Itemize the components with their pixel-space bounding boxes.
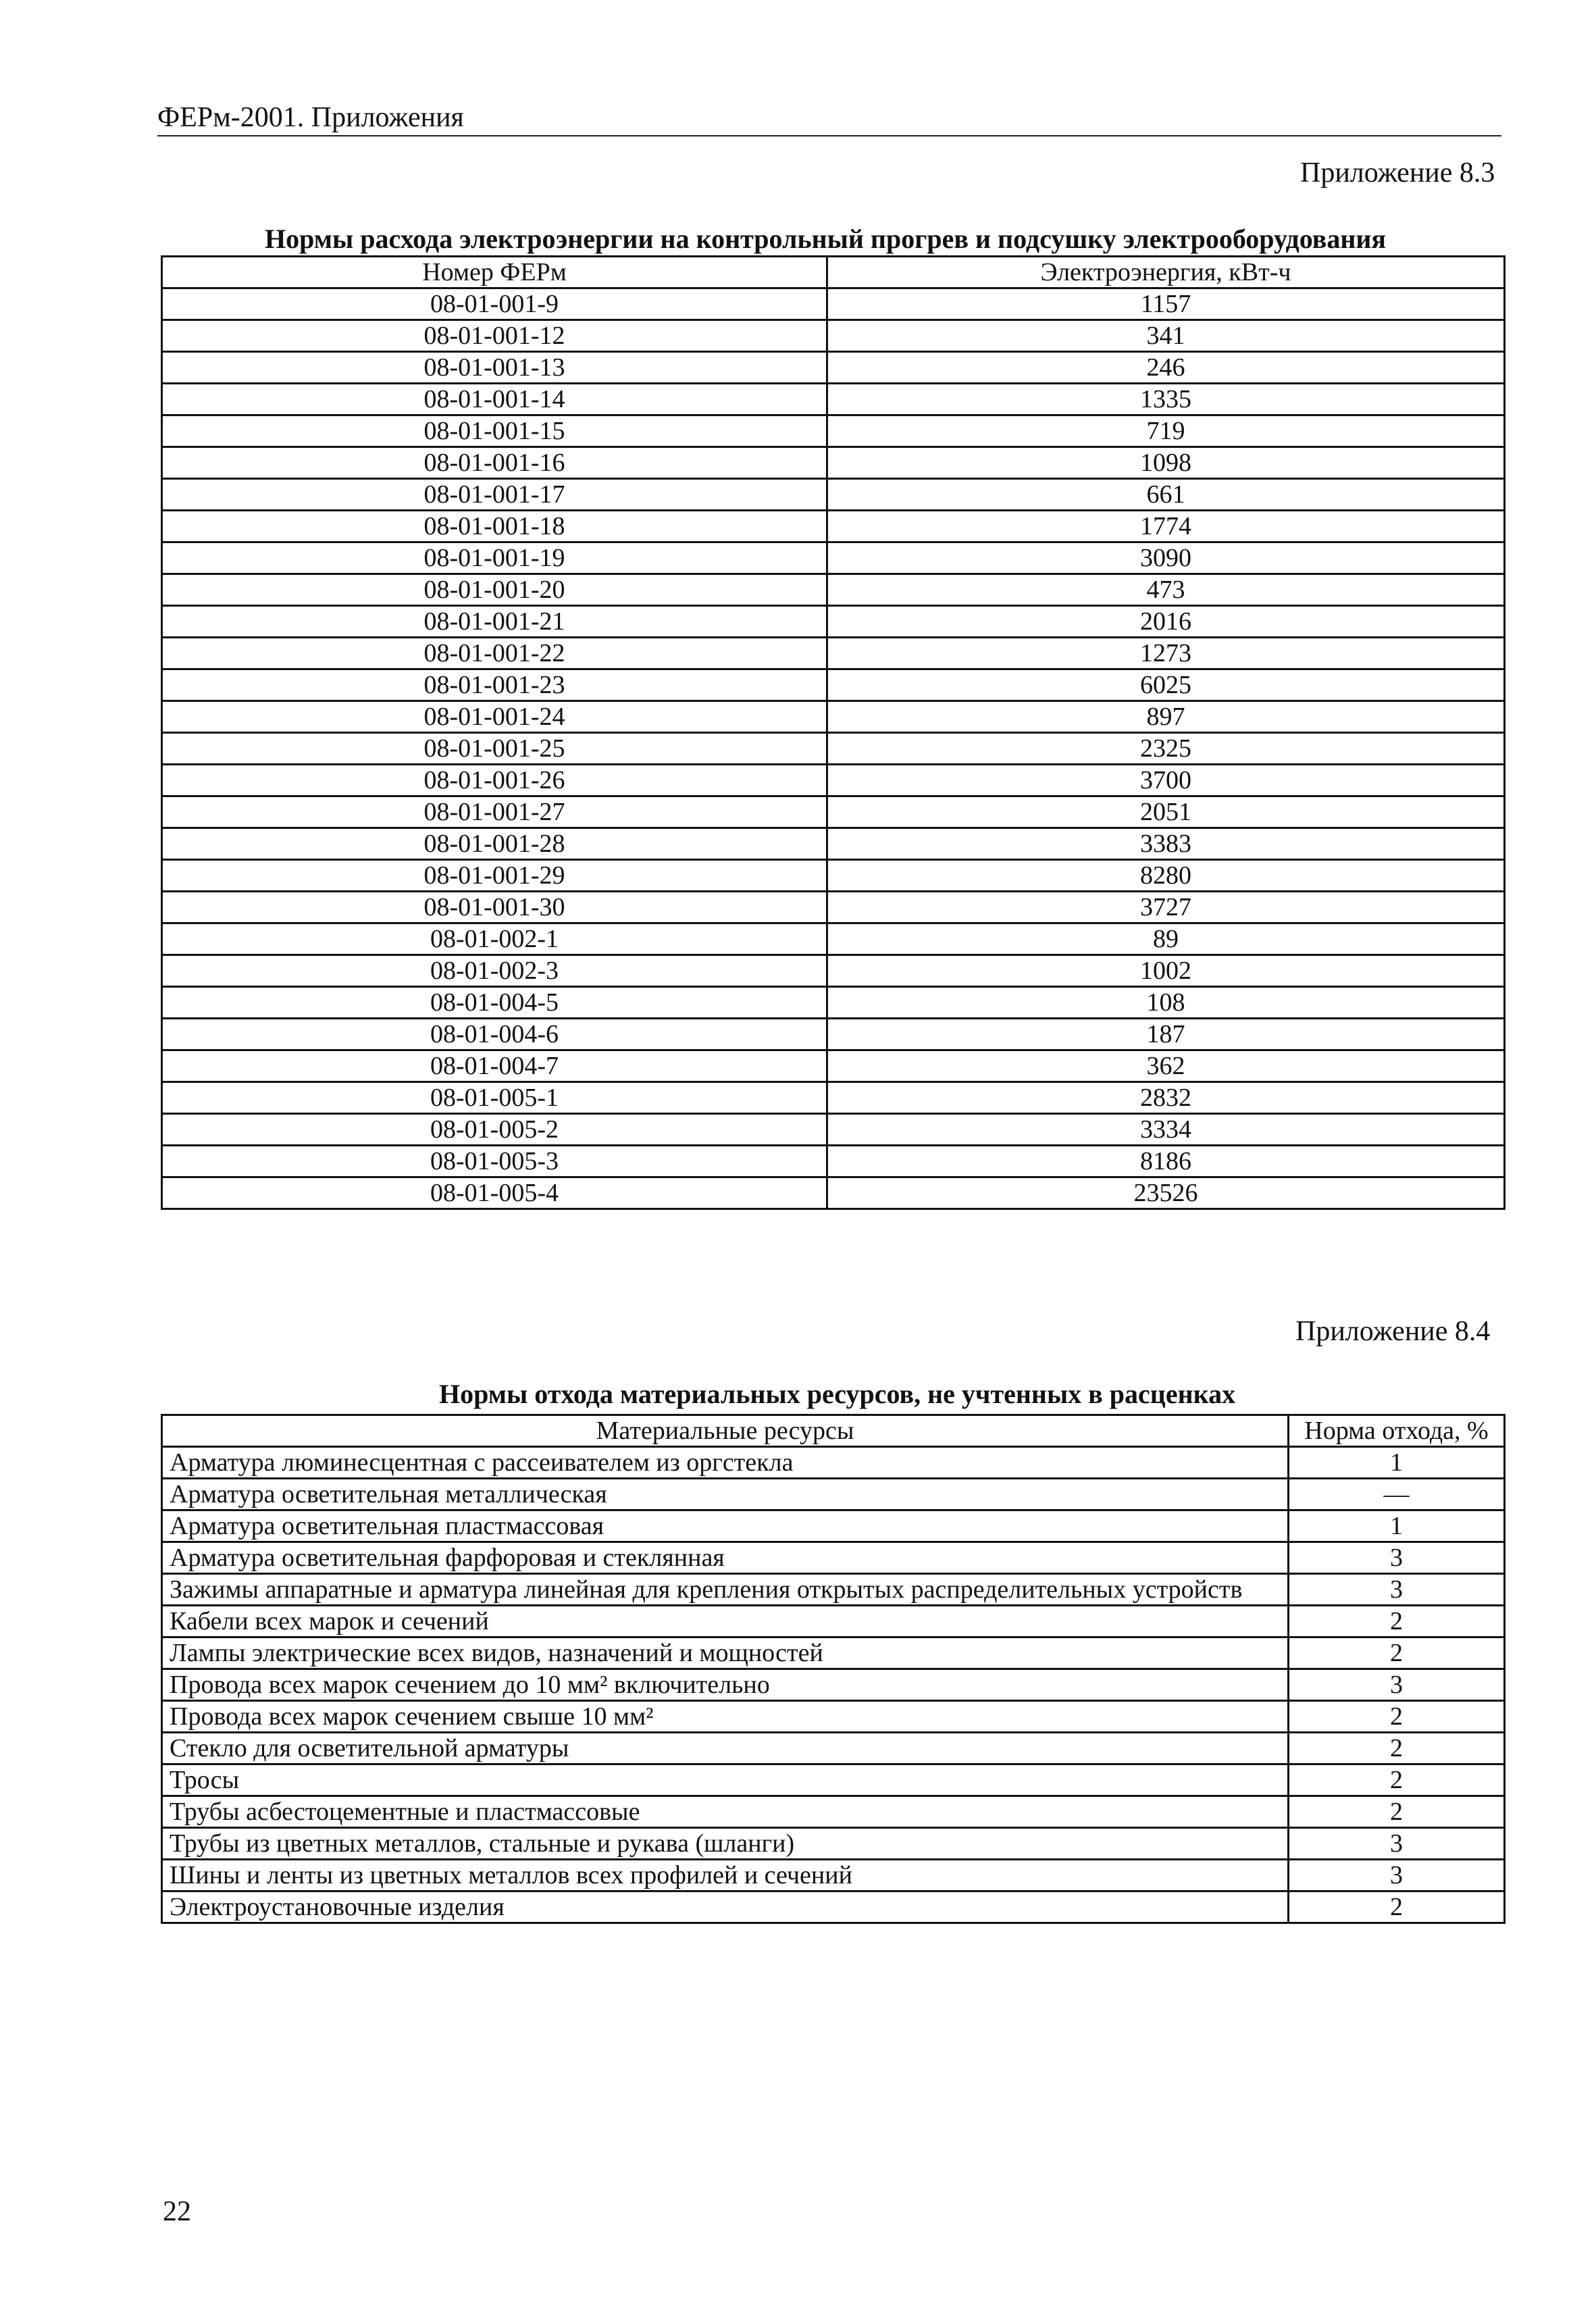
- row-label-cell: 08-01-001-21: [162, 606, 827, 638]
- row-label-cell: Арматура люминесцентная с рассеивателем из оргстекла: [162, 1447, 1289, 1479]
- row-label-cell: 08-01-001-18: [162, 511, 827, 542]
- row-value-cell: 187: [827, 1019, 1505, 1050]
- table-row: [162, 669, 1505, 701]
- row-label-cell: 08-01-004-7: [162, 1050, 827, 1082]
- row-value-cell: 2: [1289, 1733, 1505, 1764]
- row-label-cell: Трубы из цветных металлов, стальные и рукава (шланги): [162, 1828, 1289, 1860]
- row-label-cell: Лампы электрические всех видов, назначений и мощностей: [162, 1637, 1289, 1669]
- table-row: [162, 638, 1505, 669]
- row-label-cell: Арматура осветительная металлическая: [162, 1479, 1289, 1510]
- table-row: [162, 1828, 1505, 1860]
- row-value-cell: 2: [1289, 1796, 1505, 1828]
- row-label-cell: 08-01-001-25: [162, 733, 827, 765]
- row-value-cell: 3: [1289, 1828, 1505, 1860]
- row-value-cell: 3: [1289, 1669, 1505, 1701]
- table-row: [162, 415, 1505, 447]
- row-label-cell: 08-01-001-17: [162, 479, 827, 511]
- row-value-cell: 8186: [827, 1146, 1505, 1177]
- row-label-cell: 08-01-001-15: [162, 415, 827, 447]
- row-value-cell: 108: [827, 987, 1505, 1019]
- table-row: [162, 987, 1505, 1019]
- table-row: [162, 384, 1505, 415]
- table-header-row: [162, 1415, 1505, 1447]
- row-value-cell: 8280: [827, 860, 1505, 892]
- table-row: [162, 1050, 1505, 1082]
- table-row: [162, 1510, 1505, 1542]
- row-label-cell: Арматура осветительная пластмассовая: [162, 1510, 1289, 1542]
- table-row: [162, 1447, 1505, 1479]
- row-label-cell: 08-01-004-6: [162, 1019, 827, 1050]
- table-row: [162, 796, 1505, 828]
- column-header-resources: Материальные ресурсы: [162, 1415, 1289, 1447]
- row-value-cell: 473: [827, 574, 1505, 606]
- row-value-cell: 661: [827, 479, 1505, 511]
- table-row: [162, 1082, 1505, 1114]
- row-value-cell: 89: [827, 923, 1505, 955]
- page-number: 22: [163, 2196, 191, 2227]
- row-label-cell: 08-01-005-2: [162, 1114, 827, 1146]
- row-label-cell: 08-01-004-5: [162, 987, 827, 1019]
- row-value-cell: —: [1289, 1479, 1505, 1510]
- table-row: [162, 1177, 1505, 1209]
- table-row: [162, 701, 1505, 733]
- table-header-row: [162, 257, 1505, 288]
- row-label-cell: Арматура осветительная фарфоровая и стеклянная: [162, 1542, 1289, 1574]
- row-label-cell: Кабели всех марок и сечений: [162, 1606, 1289, 1637]
- table-row: [162, 1860, 1505, 1891]
- row-label-cell: Провода всех марок сечением до 10 мм² включительно: [162, 1669, 1289, 1701]
- table-row: [162, 828, 1505, 860]
- table-row: [162, 1574, 1505, 1606]
- table-row: [162, 955, 1505, 987]
- row-label-cell: 08-01-005-3: [162, 1146, 827, 1177]
- row-value-cell: 2325: [827, 733, 1505, 765]
- row-value-cell: 2832: [827, 1082, 1505, 1114]
- row-label-cell: 08-01-005-1: [162, 1082, 827, 1114]
- row-label-cell: 08-01-001-9: [162, 288, 827, 320]
- row-label-cell: 08-01-002-3: [162, 955, 827, 987]
- row-label-cell: Зажимы аппаратные и арматура линейная для крепления открытых распределительных устройств: [162, 1574, 1289, 1606]
- row-label-cell: 08-01-002-1: [162, 923, 827, 955]
- row-value-cell: 2: [1289, 1606, 1505, 1637]
- appendix-8-4-label: Приложение 8.4: [1295, 1316, 1491, 1347]
- table-row: [162, 1114, 1505, 1146]
- column-header-waste-norm: Норма отхода, %: [1289, 1415, 1505, 1447]
- row-value-cell: 3090: [827, 542, 1505, 574]
- appendix-8-3-label: Приложение 8.3: [1300, 157, 1495, 188]
- row-value-cell: 2: [1289, 1764, 1505, 1796]
- table-row: [162, 542, 1505, 574]
- running-header: ФЕРм-2001. Приложения: [157, 102, 464, 133]
- table-row: [162, 1733, 1505, 1764]
- row-label-cell: 08-01-005-4: [162, 1177, 827, 1209]
- table-row: [162, 447, 1505, 479]
- row-label-cell: 08-01-001-27: [162, 796, 827, 828]
- row-label-cell: Электроустановочные изделия: [162, 1891, 1289, 1923]
- row-value-cell: 3383: [827, 828, 1505, 860]
- row-value-cell: 3: [1289, 1574, 1505, 1606]
- row-value-cell: 2: [1289, 1701, 1505, 1733]
- row-label-cell: 08-01-001-24: [162, 701, 827, 733]
- table-row: [162, 1542, 1505, 1574]
- row-value-cell: 3700: [827, 765, 1505, 796]
- row-label-cell: Тросы: [162, 1764, 1289, 1796]
- row-value-cell: 1002: [827, 955, 1505, 987]
- row-label-cell: 08-01-001-19: [162, 542, 827, 574]
- row-value-cell: 2: [1289, 1891, 1505, 1923]
- row-value-cell: 1157: [827, 288, 1505, 320]
- column-header-ferm-number: Номер ФЕРм: [162, 257, 827, 288]
- row-value-cell: 719: [827, 415, 1505, 447]
- table-8-3-title: Нормы расхода электроэнергии на контрольный прогрев и подсушку электрооборудования: [265, 224, 1387, 254]
- table-row: [162, 288, 1505, 320]
- table-row: [162, 1637, 1505, 1669]
- table-row: [162, 1891, 1505, 1923]
- row-label-cell: 08-01-001-14: [162, 384, 827, 415]
- table-row: [162, 511, 1505, 542]
- row-value-cell: 1335: [827, 384, 1505, 415]
- row-value-cell: 23526: [827, 1177, 1505, 1209]
- row-value-cell: 3: [1289, 1542, 1505, 1574]
- table-row: [162, 320, 1505, 352]
- energy-norms-table: [161, 255, 1505, 1210]
- row-value-cell: 3727: [827, 892, 1505, 923]
- row-label-cell: 08-01-001-12: [162, 320, 827, 352]
- column-header-energy: Электроэнергия, кВт-ч: [827, 257, 1505, 288]
- row-label-cell: 08-01-001-28: [162, 828, 827, 860]
- row-value-cell: 2051: [827, 796, 1505, 828]
- table-row: [162, 574, 1505, 606]
- row-value-cell: 1: [1289, 1447, 1505, 1479]
- row-label-cell: 08-01-001-30: [162, 892, 827, 923]
- row-value-cell: 1098: [827, 447, 1505, 479]
- row-value-cell: 3334: [827, 1114, 1505, 1146]
- waste-norms-table: [161, 1414, 1505, 1924]
- table-row: [162, 733, 1505, 765]
- row-value-cell: 1: [1289, 1510, 1505, 1542]
- table-row: [162, 1606, 1505, 1637]
- table-row: [162, 1019, 1505, 1050]
- table-row: [162, 892, 1505, 923]
- row-value-cell: 2016: [827, 606, 1505, 638]
- row-label-cell: 08-01-001-13: [162, 352, 827, 384]
- row-value-cell: 6025: [827, 669, 1505, 701]
- row-label-cell: Трубы асбестоцементные и пластмассовые: [162, 1796, 1289, 1828]
- row-value-cell: 1774: [827, 511, 1505, 542]
- table-row: [162, 479, 1505, 511]
- row-value-cell: 2: [1289, 1637, 1505, 1669]
- row-label-cell: 08-01-001-26: [162, 765, 827, 796]
- row-label-cell: Шины и ленты из цветных металлов всех профилей и сечений: [162, 1860, 1289, 1891]
- row-label-cell: 08-01-001-29: [162, 860, 827, 892]
- header-rule: [157, 135, 1501, 136]
- table-row: [162, 1479, 1505, 1510]
- table-row: [162, 352, 1505, 384]
- table-row: [162, 1701, 1505, 1733]
- table-row: [162, 1764, 1505, 1796]
- row-label-cell: 08-01-001-23: [162, 669, 827, 701]
- row-value-cell: 362: [827, 1050, 1505, 1082]
- row-value-cell: 341: [827, 320, 1505, 352]
- row-value-cell: 3: [1289, 1860, 1505, 1891]
- row-label-cell: 08-01-001-16: [162, 447, 827, 479]
- row-label-cell: 08-01-001-20: [162, 574, 827, 606]
- table-row: [162, 606, 1505, 638]
- table-row: [162, 1796, 1505, 1828]
- row-value-cell: 897: [827, 701, 1505, 733]
- table-row: [162, 860, 1505, 892]
- table-row: [162, 1146, 1505, 1177]
- table-row: [162, 923, 1505, 955]
- table-8-4-title: Нормы отхода материальных ресурсов, не учтенных в расценках: [439, 1379, 1236, 1409]
- row-label-cell: Стекло для осветительной арматуры: [162, 1733, 1289, 1764]
- table-row: [162, 765, 1505, 796]
- table-row: [162, 1669, 1505, 1701]
- row-value-cell: 1273: [827, 638, 1505, 669]
- row-label-cell: Провода всех марок сечением свыше 10 мм²: [162, 1701, 1289, 1733]
- row-label-cell: 08-01-001-22: [162, 638, 827, 669]
- row-value-cell: 246: [827, 352, 1505, 384]
